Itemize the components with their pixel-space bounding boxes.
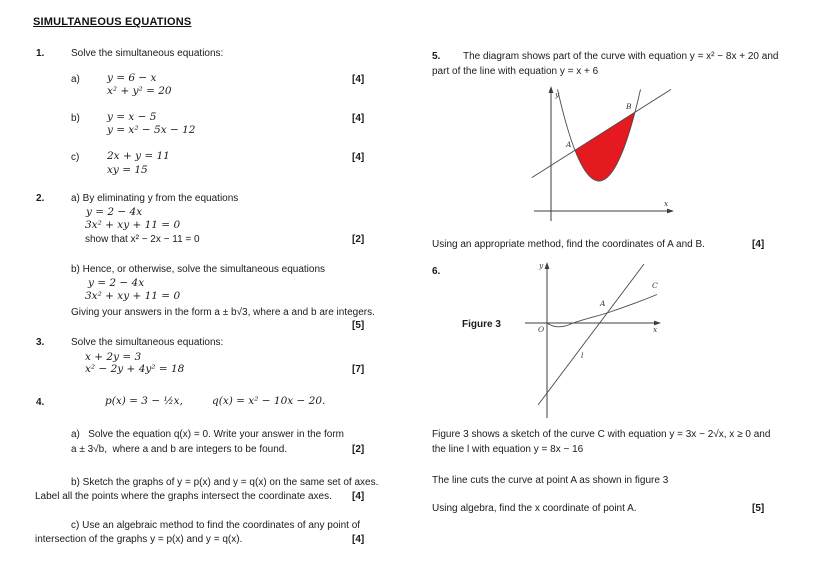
q2b-eq2: 3x² + xy + 11 = 0 (85, 290, 181, 302)
q3-number: 3. (36, 337, 45, 348)
q6-line-cuts: The line cuts the curve at point A as shown in figure 3 (432, 475, 669, 486)
q5-x-axis-arrow-icon (667, 209, 674, 214)
q5-question: Using an appropriate method, find the coordinates of A and B. (432, 239, 705, 250)
q4a-line2: a ± 3√b, where a and b are integers to be found. (71, 444, 288, 455)
q1b-marks: [4] (352, 113, 365, 124)
q6-curve-label: C (652, 281, 658, 290)
q1a-eq1: y = 6 − x (107, 72, 157, 84)
q2b-intro: b) Hence, or otherwise, solve the simultaneous equations (71, 264, 326, 275)
q6-y-axis-arrow-icon (545, 262, 550, 269)
q6-point-a-label: A (600, 299, 606, 308)
q4b-marks: [4] (352, 491, 365, 502)
q2-number: 2. (36, 193, 45, 204)
q5-point-b-label: B (626, 102, 632, 111)
q1c-marks: [4] (352, 152, 365, 163)
q5-x-axis-label: x (664, 199, 669, 208)
q4a-line1: a) Solve the equation q(x) = 0. Write your answer in the form (71, 429, 344, 440)
q4-number: 4. (36, 397, 45, 408)
q4c-marks: [4] (352, 534, 365, 545)
q6-line (538, 264, 644, 405)
q5-shaded-region (575, 112, 635, 180)
q2b-giving: Giving your answers in the form a ± b√3, where a and b are integers. (71, 307, 375, 318)
q5-marks: [4] (752, 239, 765, 250)
q4a-marks: [2] (352, 444, 365, 455)
q1a-eq2: x² + y² = 20 (107, 85, 172, 97)
q5-diagram (520, 85, 680, 230)
q1-prompt: Solve the simultaneous equations: (71, 48, 224, 59)
q2a-eq1: y = 2 − 4x (86, 206, 143, 218)
q3-prompt: Solve the simultaneous equations: (71, 337, 224, 348)
q6-marks: [5] (752, 503, 765, 514)
q4b-line2: Label all the points where the graphs intersect the coordinate axes. (35, 491, 332, 502)
q3-eq1: x + 2y = 3 (85, 351, 142, 363)
q3-marks: [7] (352, 364, 365, 375)
q6-caption-line2: the line l with equation y = 8x − 16 (432, 444, 584, 455)
q4b-line1: b) Sketch the graphs of y = p(x) and y = q(x) on the same set of axes. (71, 477, 379, 488)
q4c-line2: intersection of the graphs y = p(x) and y = q(x). (35, 534, 243, 545)
q5-number: 5. (432, 51, 441, 62)
q1b-eq2: y = x² − 5x − 12 (107, 124, 196, 136)
q3-eq2: x² − 2y + 4y² = 18 (85, 363, 185, 375)
q1a-label: a) (71, 74, 80, 85)
q6-x-axis-label: x (653, 325, 658, 334)
q2b-eq1: y = 2 − 4x (88, 277, 145, 289)
q6-figure-label: Figure 3 (462, 319, 501, 330)
q5-y-axis-label: y (555, 90, 560, 99)
q1c-eq1: 2x + y = 11 (107, 150, 170, 162)
q6-number: 6. (432, 266, 441, 277)
q1-number: 1. (36, 48, 45, 59)
q1b-eq1: y = x − 5 (107, 111, 157, 123)
q5-point-a-label: A (566, 140, 572, 149)
q2a-intro: a) By eliminating y from the equations (71, 193, 239, 204)
q5-text-line2: part of the line with equation y = x + 6 (432, 66, 599, 77)
q2a-show: show that x² − 2x − 11 = 0 (85, 234, 200, 245)
q1a-marks: [4] (352, 74, 365, 85)
q6-y-axis-label: y (539, 261, 544, 270)
q1c-label: c) (71, 152, 80, 163)
q2a-marks: [2] (352, 234, 365, 245)
q4c-line1: c) Use an algebraic method to find the coordinates of any point of (71, 520, 361, 531)
q1b-label: b) (71, 113, 80, 124)
q2a-eq2: 3x² + xy + 11 = 0 (85, 219, 181, 231)
q5-y-axis-arrow-icon (549, 86, 554, 93)
q6-diagram (515, 258, 690, 423)
q4-def-p: p(x) = 3 − ½x, (105, 395, 183, 407)
q4-def-q: q(x) = x² − 10x − 20. (212, 395, 326, 407)
q6-caption-line1: Figure 3 shows a sketch of the curve C with equation y = 3x − 2√x, x ≥ 0 and (432, 429, 771, 440)
q6-origin-label: O (538, 325, 545, 334)
q1c-eq2: xy = 15 (107, 164, 148, 176)
q6-question: Using algebra, find the x coordinate of point A. (432, 503, 637, 514)
page-title: SIMULTANEOUS EQUATIONS (33, 16, 192, 28)
q5-text-line1: The diagram shows part of the curve with equation y = x² − 8x + 20 and (463, 51, 779, 62)
q2b-marks: [5] (352, 320, 365, 331)
q6-line-label: l (581, 351, 584, 360)
